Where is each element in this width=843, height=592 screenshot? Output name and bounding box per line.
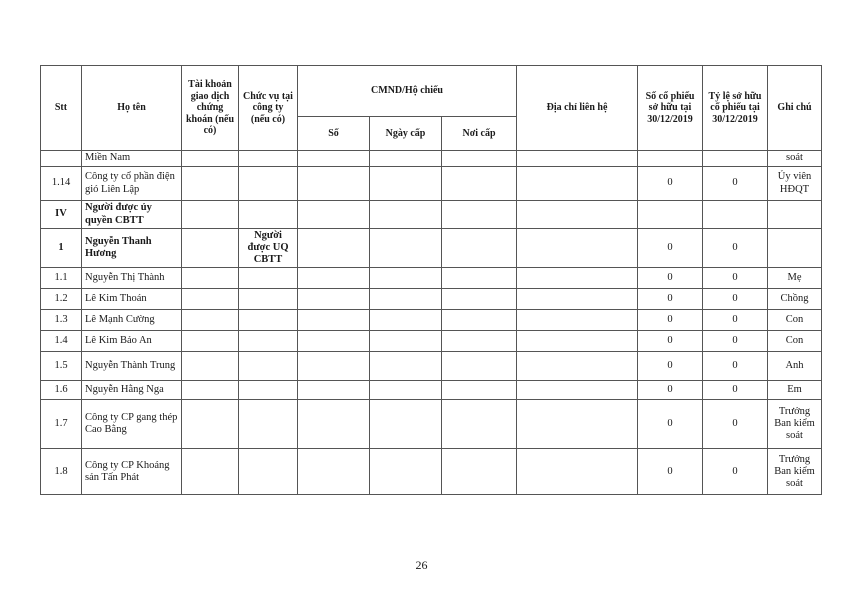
position-cell <box>239 151 298 167</box>
stt-cell: 1.4 <box>41 331 82 352</box>
name-cell: Nguyễn Thị Thành <box>82 268 182 289</box>
id-number-cell <box>298 289 370 310</box>
id-place-cell <box>442 201 517 229</box>
id-date-cell <box>370 201 442 229</box>
id-place-cell <box>442 310 517 331</box>
id-date-cell <box>370 400 442 449</box>
name-cell: Công ty CP Khoáng sản Tấn Phát <box>82 449 182 495</box>
header-account: Tài khoản giao dịch chứng khoán (nếu có) <box>182 66 239 151</box>
position-cell <box>239 352 298 381</box>
header-position: Chức vụ tại công ty (nếu có) <box>239 66 298 151</box>
note-cell: soát <box>768 151 822 167</box>
page-number: 26 <box>415 558 428 572</box>
shares-cell: 0 <box>638 449 703 495</box>
position-cell <box>239 400 298 449</box>
id-place-cell <box>442 289 517 310</box>
table-row <box>41 229 822 268</box>
address-cell <box>517 310 638 331</box>
note-cell: Mẹ <box>768 268 822 289</box>
ratio-cell: 0 <box>703 331 768 352</box>
id-date-cell <box>370 331 442 352</box>
id-date-cell <box>370 352 442 381</box>
address-cell <box>517 352 638 381</box>
id-number-cell <box>298 331 370 352</box>
id-date-cell <box>370 381 442 400</box>
stt-cell: 1.6 <box>41 381 82 400</box>
account-cell <box>182 268 239 289</box>
address-cell <box>517 331 638 352</box>
id-place-cell <box>442 151 517 167</box>
address-cell <box>517 381 638 400</box>
stt-cell: 1.14 <box>41 167 82 201</box>
note-cell: Chồng <box>768 289 822 310</box>
name-cell: Công ty cổ phần điện gió Liên Lập <box>82 167 182 201</box>
address-cell <box>517 449 638 495</box>
id-number-cell <box>298 167 370 201</box>
shares-cell: 0 <box>638 229 703 268</box>
shares-cell: 0 <box>638 352 703 381</box>
position-cell <box>239 201 298 229</box>
id-number-cell <box>298 381 370 400</box>
id-place-cell <box>442 229 517 268</box>
id-date-cell <box>370 151 442 167</box>
ratio-cell: 0 <box>703 352 768 381</box>
address-cell <box>517 400 638 449</box>
stt-cell: 1.1 <box>41 268 82 289</box>
stt-cell <box>41 151 82 167</box>
table-row <box>41 449 822 495</box>
note-cell: Trưởng Ban kiểm soát <box>768 400 822 449</box>
name-cell: Nguyễn Hằng Nga <box>82 381 182 400</box>
address-cell <box>517 151 638 167</box>
table-row <box>41 310 822 331</box>
position-cell <box>239 449 298 495</box>
id-number-cell <box>298 229 370 268</box>
stt-cell: 1.8 <box>41 449 82 495</box>
ratio-cell: 0 <box>703 289 768 310</box>
header-name: Họ tên <box>82 66 182 151</box>
id-number-cell <box>298 449 370 495</box>
table-row <box>41 201 822 229</box>
shares-cell: 0 <box>638 400 703 449</box>
id-place-cell <box>442 352 517 381</box>
ratio-cell: 0 <box>703 167 768 201</box>
note-cell: Con <box>768 331 822 352</box>
note-cell: Ủy viên HĐQT <box>768 167 822 201</box>
id-place-cell <box>442 449 517 495</box>
header-ratio: Tỷ lệ sở hữu cổ phiếu tại 30/12/2019 <box>703 66 768 151</box>
shares-cell <box>638 201 703 229</box>
stt-cell: 1.3 <box>41 310 82 331</box>
stt-cell: 1.7 <box>41 400 82 449</box>
id-number-cell <box>298 310 370 331</box>
table-body <box>41 151 822 495</box>
name-cell: Lê Kim Bảo An <box>82 331 182 352</box>
account-cell <box>182 352 239 381</box>
name-cell: Miền Nam <box>82 151 182 167</box>
position-cell <box>239 381 298 400</box>
account-cell <box>182 151 239 167</box>
stt-cell: IV <box>41 201 82 229</box>
address-cell <box>517 167 638 201</box>
id-date-cell <box>370 268 442 289</box>
shares-cell: 0 <box>638 310 703 331</box>
account-cell <box>182 310 239 331</box>
header-id-group: CMND/Hộ chiếu <box>298 66 517 117</box>
name-cell: Nguyễn Thanh Hương <box>82 229 182 268</box>
id-number-cell <box>298 151 370 167</box>
account-cell <box>182 381 239 400</box>
table-row <box>41 167 822 201</box>
position-cell <box>239 289 298 310</box>
shares-cell: 0 <box>638 289 703 310</box>
account-cell <box>182 229 239 268</box>
id-number-cell <box>298 400 370 449</box>
name-cell: Người được ủy quyền CBTT <box>82 201 182 229</box>
ratio-cell: 0 <box>703 381 768 400</box>
position-cell <box>239 331 298 352</box>
note-cell <box>768 201 822 229</box>
id-place-cell <box>442 167 517 201</box>
id-date-cell <box>370 167 442 201</box>
header-id-place: Nơi cấp <box>442 117 517 151</box>
address-cell <box>517 289 638 310</box>
id-number-cell <box>298 268 370 289</box>
header-id-number: Số <box>298 117 370 151</box>
table-row <box>41 381 822 400</box>
account-cell <box>182 167 239 201</box>
ratio-cell <box>703 201 768 229</box>
account-cell <box>182 289 239 310</box>
stt-cell: 1 <box>41 229 82 268</box>
name-cell: Nguyễn Thành Trung <box>82 352 182 381</box>
account-cell <box>182 449 239 495</box>
table-row <box>41 289 822 310</box>
header-stt: Stt <box>41 66 82 151</box>
id-place-cell <box>442 400 517 449</box>
account-cell <box>182 400 239 449</box>
id-place-cell <box>442 381 517 400</box>
note-cell: Em <box>768 381 822 400</box>
address-cell <box>517 229 638 268</box>
note-cell <box>768 229 822 268</box>
name-cell: Công ty CP gang thép Cao Bằng <box>82 400 182 449</box>
account-cell <box>182 201 239 229</box>
table-row <box>41 352 822 381</box>
ratio-cell: 0 <box>703 268 768 289</box>
id-date-cell <box>370 310 442 331</box>
shares-cell <box>638 151 703 167</box>
id-date-cell <box>370 449 442 495</box>
ratio-cell <box>703 151 768 167</box>
stt-cell: 1.5 <box>41 352 82 381</box>
position-cell: Người được UQ CBTT <box>239 229 298 268</box>
address-cell <box>517 201 638 229</box>
name-cell: Lê Mạnh Cường <box>82 310 182 331</box>
table-row <box>41 331 822 352</box>
id-place-cell <box>442 331 517 352</box>
address-cell <box>517 268 638 289</box>
shares-cell: 0 <box>638 268 703 289</box>
account-cell <box>182 331 239 352</box>
shares-cell: 0 <box>638 381 703 400</box>
id-place-cell <box>442 268 517 289</box>
id-number-cell <box>298 352 370 381</box>
ratio-cell: 0 <box>703 449 768 495</box>
note-cell: Con <box>768 310 822 331</box>
position-cell <box>239 310 298 331</box>
note-cell: Trưởng Ban kiểm soát <box>768 449 822 495</box>
name-cell: Lê Kim Thoán <box>82 289 182 310</box>
id-date-cell <box>370 229 442 268</box>
shares-cell: 0 <box>638 167 703 201</box>
id-date-cell <box>370 289 442 310</box>
header-shares: Số cổ phiếu sở hữu tại 30/12/2019 <box>638 66 703 151</box>
ratio-cell: 0 <box>703 229 768 268</box>
table-row <box>41 268 822 289</box>
position-cell <box>239 167 298 201</box>
note-cell: Anh <box>768 352 822 381</box>
table-row <box>41 400 822 449</box>
stt-cell: 1.2 <box>41 289 82 310</box>
table-row <box>41 151 822 167</box>
header-address: Địa chỉ liên hệ <box>517 66 638 151</box>
ratio-cell: 0 <box>703 310 768 331</box>
ratio-cell: 0 <box>703 400 768 449</box>
header-note: Ghi chú <box>768 66 822 151</box>
position-cell <box>239 268 298 289</box>
shareholder-table <box>40 65 822 495</box>
id-number-cell <box>298 201 370 229</box>
shares-cell: 0 <box>638 331 703 352</box>
header-id-date: Ngày cấp <box>370 117 442 151</box>
